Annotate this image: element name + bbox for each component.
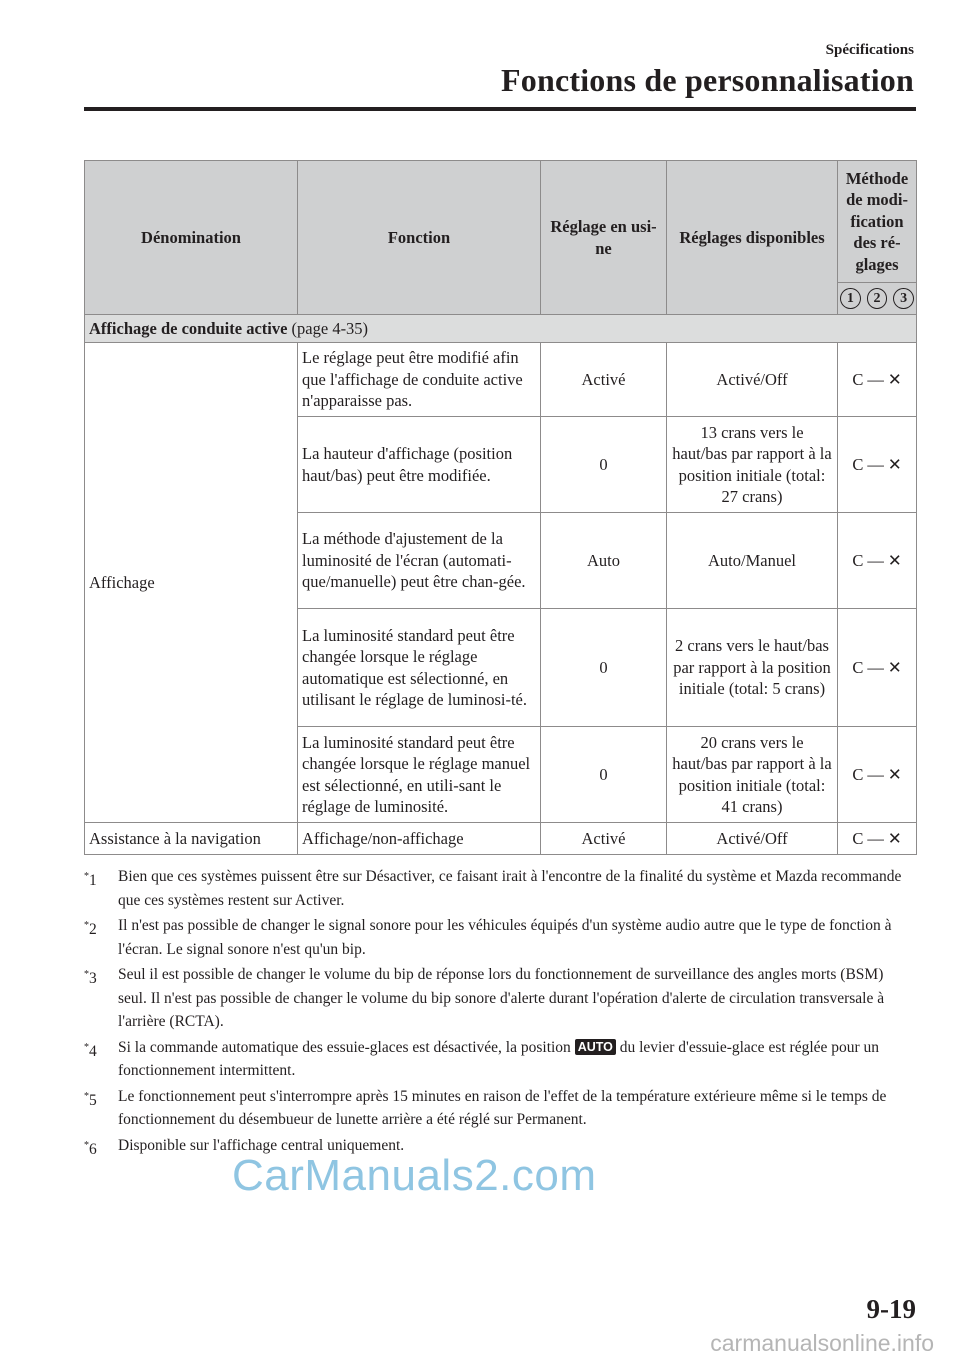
page-number: 9-19 [866, 1294, 916, 1324]
cross-icon: ✕ [887, 828, 902, 848]
cell-fonction: La hauteur d'affichage (position haut/bas) peut être modifiée. [298, 417, 541, 513]
cell-denomination: Assistance à la navigation [85, 823, 298, 855]
section-page-ref: (page 4-35) [287, 318, 369, 338]
footnotes [84, 865, 916, 1163]
footnote-text: Seul il est possible de changer le volume du bip de réponse lors du fonctionnement de surveillance des angles morts (BSM) seul. Il n'est pas possible de changer le volume du bip sonore d'alerte durant l'opération d'alerte de circulation transversale à l'arrière (RCTA). [118, 966, 885, 1030]
method-1-icon: 1 [840, 288, 861, 309]
header-reglage-usine: Réglage en usi-ne [541, 161, 667, 315]
note-marker: * [84, 920, 89, 931]
auto-position-icon: AUTO [575, 1039, 616, 1055]
method-c: C [852, 764, 864, 784]
footer-watermark: carmanualsonline.info [710, 1330, 934, 1356]
method-c: C [852, 369, 864, 389]
method-3-icon: 3 [893, 288, 914, 309]
table-row [85, 823, 917, 855]
cross-icon: ✕ [887, 550, 902, 570]
cell-reglage-usine: 0 [541, 727, 667, 823]
note-marker: * [84, 1090, 89, 1102]
footnote-text: Disponible sur l'affichage central uniquement. [118, 1136, 405, 1154]
cell-fonction: Le réglage peut être modifié afin que l'affichage de conduite active n'apparaisse pas. [298, 343, 541, 417]
cell-methode [838, 343, 917, 417]
section-row [85, 315, 917, 343]
page-header [501, 40, 914, 100]
cross-icon: ✕ [887, 369, 902, 389]
method-c: C [852, 454, 864, 474]
cell-reglages-disponibles: Activé/Off [667, 343, 838, 417]
cell-fonction: La luminosité standard peut être changée lorsque le réglage manuel est sélectionné, en utili-sant le réglage de luminosité. [298, 727, 541, 823]
cell-reglages-disponibles: 20 crans vers le haut/bas par rapport à la position initiale (total: 41 crans) [667, 727, 838, 823]
header-methode: Méthode de modi-fication des ré-glages [838, 161, 917, 283]
cell-fonction: La luminosité standard peut être changée lorsque le réglage automatique est sélectionné, en utilisant le réglage de luminosi-té. [298, 609, 541, 727]
footnote: *3 Seul il est possible de changer le volume du bip de réponse lors du fonctionnement de surveillance des angles morts (BSM) seul. Il n'est pas possible de changer le volume du bip sonore d'alerte durant l'opération d'alerte de circulation transversale à l'arrière (RCTA). [84, 963, 916, 1034]
dash-icon: — [867, 550, 884, 570]
section-title: Affichage de conduite active [89, 318, 288, 338]
cross-icon: ✕ [887, 454, 902, 474]
cell-fonction: Affichage/non-affichage [298, 823, 541, 855]
cell-methode [838, 609, 917, 727]
footnote-text: Bien que ces systèmes puissent être sur Désactiver, ce faisant irait à l'encontre de la finalité du système et Mazda recommande que ces systèmes restent sur Activer. [118, 868, 902, 909]
dash-icon: — [867, 764, 884, 784]
header-reglages-disponibles: Réglages disponibles [667, 161, 838, 315]
table-row [85, 343, 917, 417]
header-denomination: Dénomination [85, 161, 298, 315]
footnote: *4 Si la commande automatique des essuie-glaces est désactivée, la position AUTO du levier d'essuie-glace est réglée pour un fonctionnement intermittent. [84, 1036, 916, 1083]
dash-icon: — [867, 454, 884, 474]
cross-icon: ✕ [887, 657, 902, 677]
cross-icon: ✕ [887, 764, 902, 784]
note-marker: * [84, 1041, 89, 1053]
header-method-icons [838, 283, 917, 315]
note-marker: * [84, 969, 89, 980]
method-2-icon: 2 [867, 288, 888, 309]
method-c: C [852, 550, 864, 570]
cell-reglage-usine: Activé [541, 343, 667, 417]
section-label: Spécifications [825, 42, 914, 58]
cell-reglage-usine: 0 [541, 609, 667, 727]
cell-reglages-disponibles: 13 crans vers le haut/bas par rapport à la position initiale (total: 27 crans) [667, 417, 838, 513]
footnote-text: Si la commande automatique des essuie-glaces est désactivée, la position AUTO du levier d'essuie-glace est réglée pour un fonctionnement intermittent. [118, 1038, 880, 1079]
header-fonction: Fonction [298, 161, 541, 315]
cell-reglages-disponibles: Activé/Off [667, 823, 838, 855]
settings-table [84, 160, 917, 855]
header-rule [84, 107, 916, 111]
footnote: *5 Le fonctionnement peut s'interrompre après 15 minutes en raison de l'effet de la température extérieure même si le temps de fonctionnement du désembueur de lunette arrière a été réglé sur Permanent. [84, 1085, 916, 1132]
footnote: *2 Il n'est pas possible de changer le signal sonore pour les véhicules équipés d'un système audio autre que le type de fonction à l'écran. Le signal sonore n'est qu'un bip. [84, 914, 916, 961]
method-c: C [852, 828, 864, 848]
page-title: Fonctions de personnalisation [501, 62, 914, 98]
cell-methode [838, 417, 917, 513]
cell-methode [838, 513, 917, 609]
footnote-text: Il n'est pas possible de changer le signal sonore pour les véhicules équipés d'un système audio autre que le type de fonction à l'écran. Le signal sonore n'est qu'un bip. [118, 917, 892, 958]
footnote-text: Le fonctionnement peut s'interrompre après 15 minutes en raison de l'effet de la température extérieure même si le temps de fonctionnement du désembueur de lunette arrière a été réglé sur Permanent. [118, 1087, 887, 1128]
cell-methode [838, 823, 917, 855]
dash-icon: — [867, 828, 884, 848]
footnote: *6 Disponible sur l'affichage central uniquement. [84, 1134, 916, 1162]
cell-methode [838, 727, 917, 823]
group-label: Affichage [85, 343, 298, 823]
cell-reglage-usine: Activé [541, 823, 667, 855]
note-marker: * [84, 871, 89, 882]
cell-reglage-usine: 0 [541, 417, 667, 513]
dash-icon: — [867, 369, 884, 389]
watermark: CarManuals2.com [232, 1151, 597, 1200]
method-c: C [852, 657, 864, 677]
cell-reglages-disponibles: Auto/Manuel [667, 513, 838, 609]
cell-reglages-disponibles: 2 crans vers le haut/bas par rapport à la position initiale (total: 5 crans) [667, 609, 838, 727]
dash-icon: — [867, 657, 884, 677]
footnote: *1 Bien que ces systèmes puissent être sur Désactiver, ce faisant irait à l'encontre de la finalité du système et Mazda recommande que ces systèmes restent sur Activer. [84, 865, 916, 912]
note-marker: * [84, 1139, 89, 1151]
cell-fonction: La méthode d'ajustement de la luminosité de l'écran (automati-que/manuelle) peut être chan-gée. [298, 513, 541, 609]
cell-reglage-usine: Auto [541, 513, 667, 609]
